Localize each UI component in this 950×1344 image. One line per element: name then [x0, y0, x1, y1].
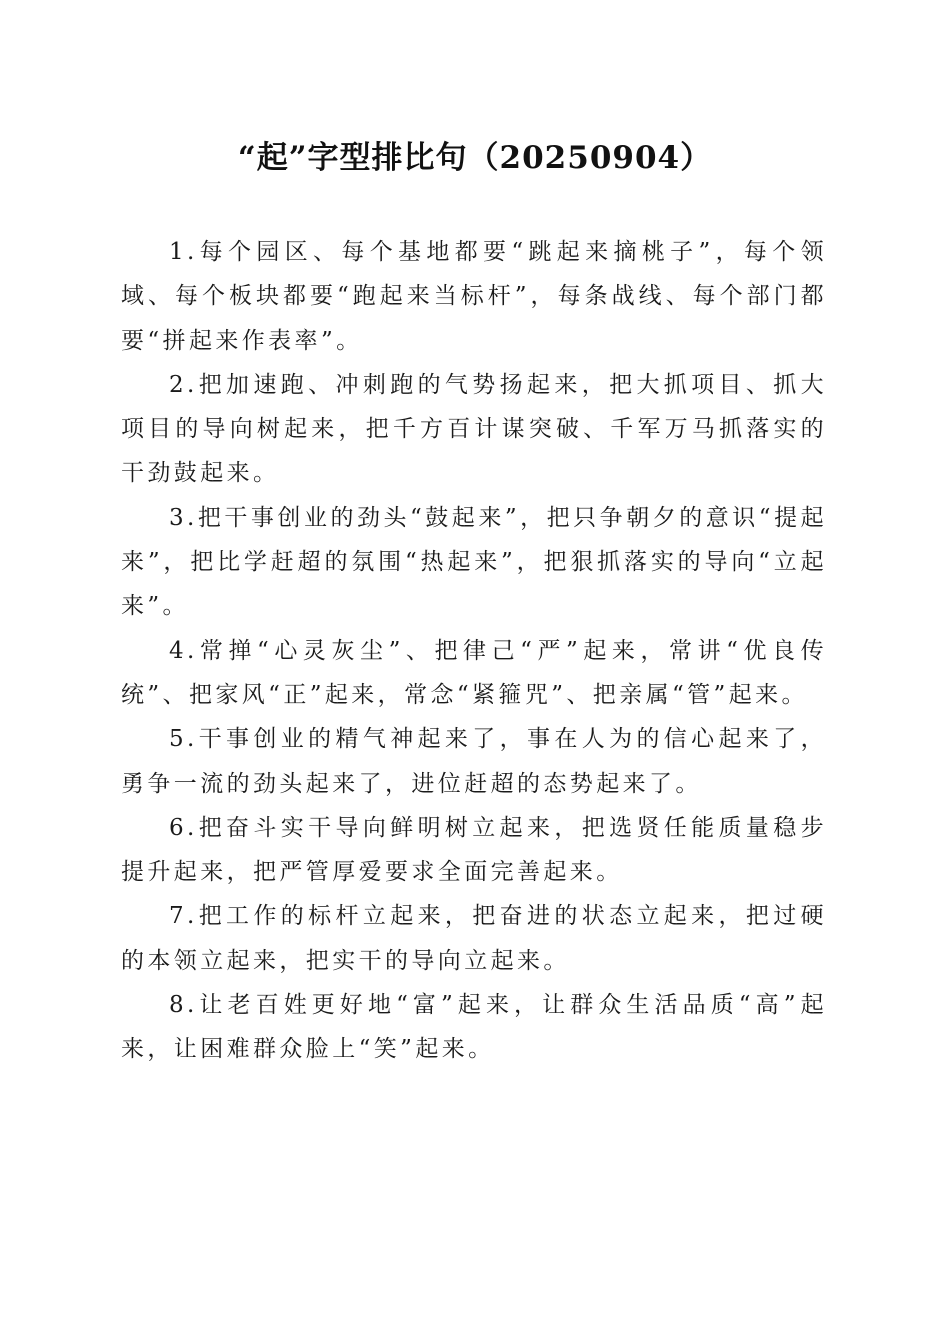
paragraph-6: 6.把奋斗实干导向鲜明树立起来，把选贤任能质量稳步提升起来，把严管厚爱要求全面完善起来。	[121, 814, 827, 886]
paragraph-2: 2.把加速跑、冲刺跑的气势扬起来，把大抓项目、抓大项目的导向树起来，把千方百计谋突破、千军万马抓落实的干劲鼓起来。	[121, 371, 827, 487]
document-title: “起”字型排比句（20250904）	[237, 140, 713, 176]
paragraph-5: 5.干事创业的精气神起来了，事在人为的信心起来了，勇争一流的劲头起来了，进位赶超的态势起来了。	[121, 726, 827, 797]
paragraph-3: 3.把干事创业的劲头“鼓起来”，把只争朝夕的意识“提起来”，把比学赶超的氛围“热起来”，把狠抓落实的导向“立起来”。	[121, 504, 827, 620]
document-body	[121, 230, 827, 1072]
paragraph-7: 7.把工作的标杆立起来，把奋进的状态立起来，把过硬的本领立起来，把实干的导向立起来。	[121, 903, 827, 974]
paragraph-1: 1.每个园区、每个基地都要“跳起来摘桃子”，每个领域、每个板块都要“跑起来当标杆”，每条战线、每个部门都要“拼起来作表率”。	[121, 239, 827, 354]
paragraph-4: 4.常掸“心灵灰尘”、把律己“严”起来，常讲“优良传统”、把家风“正”起来，常念“紧箍咒”、把亲属“管”起来。	[121, 637, 827, 708]
paragraph-8: 8.让老百姓更好地“富”起来，让群众生活品质“高”起来，让困难群众脸上“笑”起来。	[121, 992, 827, 1063]
